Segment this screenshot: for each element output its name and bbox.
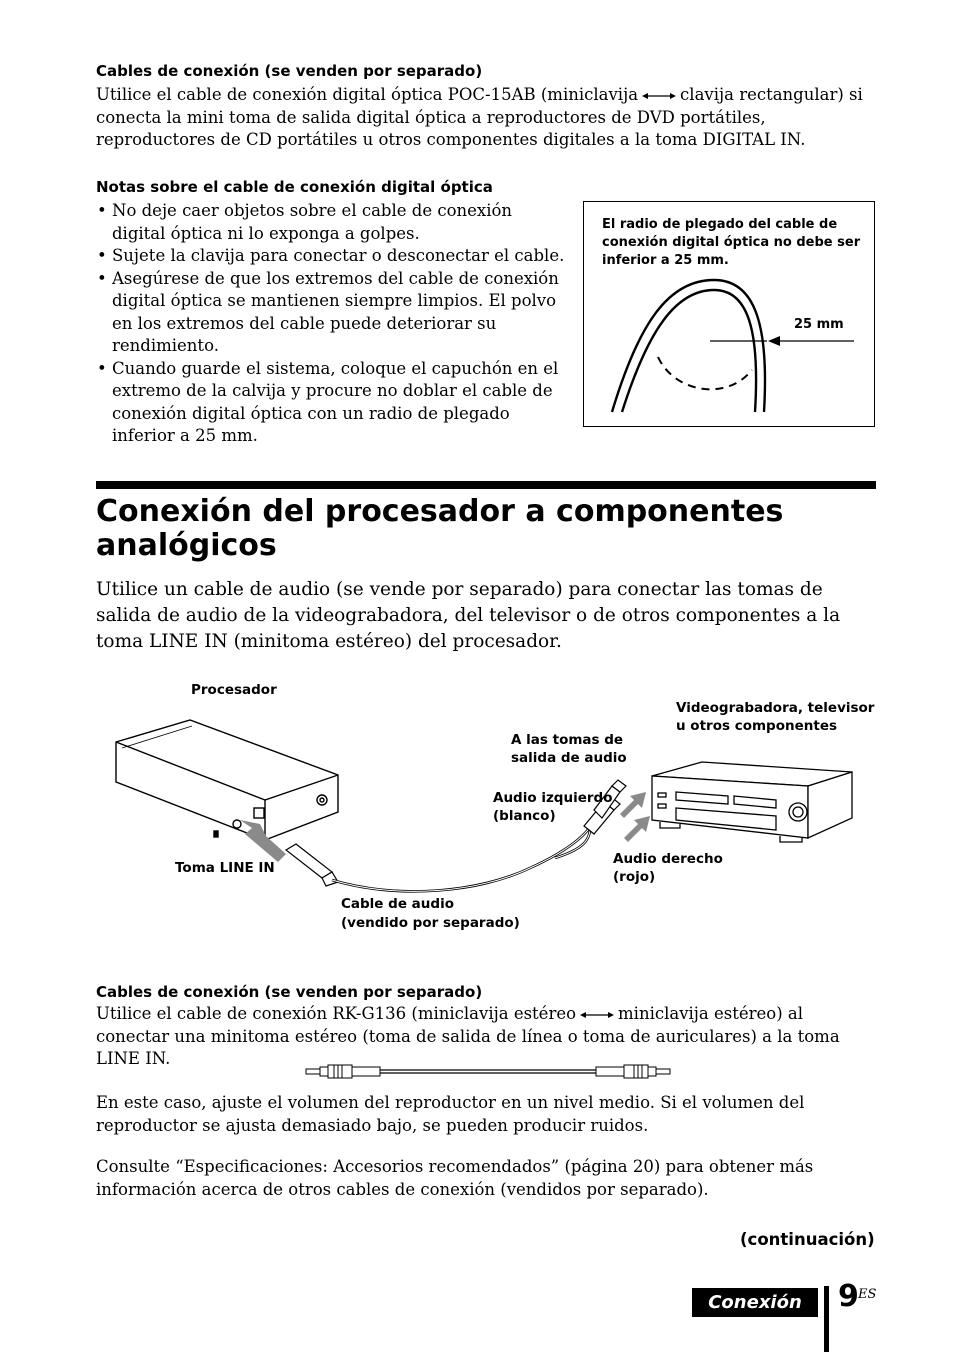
- continuation-note: (continuación): [740, 1230, 875, 1249]
- notes-list-wrap: [96, 200, 568, 448]
- cables-text-1a: Utilice el cable de conexión digital óptica POC-15AB (miniclavija: [96, 85, 639, 104]
- label-outputs-2: salida de audio: [511, 750, 627, 766]
- cables-text-2a: Utilice el cable de conexión RK-G136 (miniclavija estéreo: [96, 1004, 577, 1023]
- bend-cable-illustration: [584, 202, 876, 428]
- bend-radius-box: [583, 201, 875, 427]
- bend-radius-measure: 25 mm: [794, 317, 844, 332]
- bend-radius-caption: El radio de plegado del cable de conexión digital óptica no debe ser inferior a 25 mm.: [602, 217, 861, 268]
- cables-paragraph-2: [96, 1003, 878, 1071]
- page-suffix: ES: [858, 1287, 877, 1302]
- stereo-cable-illustration: [305, 1063, 671, 1081]
- page-number: 9: [838, 1279, 859, 1314]
- output-pointer-arrow-2: [624, 816, 650, 842]
- audio-cable: [332, 810, 598, 891]
- label-audio-right-1: Audio derecho: [613, 851, 723, 867]
- notes-list: [96, 200, 568, 448]
- note-item: • Asegúrese de que los extremos del cable de conexión digital óptica se mantienen siempre limpios. El polvo en los extremos del cable puede deteriorar su rendimiento.: [96, 268, 568, 358]
- label-line-in: Toma LINE IN: [175, 860, 275, 876]
- label-audio-right-2: (rojo): [613, 869, 656, 885]
- page-title: Conexión del procesador a componentes analógicos: [96, 494, 784, 563]
- cables-text-2b: miniclavija estéreo) al conectar una minitoma estéreo (toma de salida de línea o toma de auriculares) a la toma LINE IN.: [96, 1004, 840, 1068]
- output-pointer-arrow: [620, 792, 646, 818]
- mini-plug: [286, 844, 338, 886]
- device-illustration: [652, 762, 852, 842]
- section-tab: Conexión: [692, 1288, 818, 1317]
- label-processor: Procesador: [191, 682, 277, 698]
- cables-text-1b: clavija rectangular) si conecta la mini toma de salida digital óptica a reproductores de DVD portátiles, reproductores de CD portátiles u otros componentes digitales a la toma DIGITAL IN.: [96, 85, 863, 149]
- note-item: • Sujete la clavija para conectar o desconectar el cable.: [96, 245, 568, 268]
- cables-heading-1: Cables de conexión (se venden por separado): [96, 62, 483, 80]
- footer-rule: [824, 1286, 829, 1352]
- intro-paragraph: Utilice un cable de audio (se vende por separado) para conectar las tomas de salida de audio de la videograbadora, del televisor o de otros componentes a la toma LINE IN (minitoma estéreo) del procesador.: [96, 579, 841, 652]
- label-outputs-1: A las tomas de: [511, 732, 624, 748]
- cables-heading-2: Cables de conexión (se venden por separado): [96, 983, 483, 1001]
- note-item: • Cuando guarde el sistema, coloque el capuchón en el extremo de la calvija y procure no doblar el cable de conexión digital óptica con un radio de plegado inferior a 25 mm.: [96, 358, 568, 448]
- double-arrow-icon: [580, 1010, 614, 1020]
- processor-illustration: [116, 720, 338, 840]
- volume-paragraph: En este caso, ajuste el volumen del reproductor en un nivel medio. Si el volumen del reproductor se ajusta demasiado bajo, se pueden producir ruidos.: [96, 1093, 805, 1135]
- title-rule: [96, 481, 876, 489]
- double-arrow-icon: [642, 91, 676, 101]
- label-device-2: u otros componentes: [676, 718, 838, 734]
- label-audio-left-2: (blanco): [493, 808, 556, 824]
- label-cable-note: (vendido por separado): [341, 915, 520, 931]
- note-item: • No deje caer objetos sobre el cable de conexión digital óptica ni lo exponga a golpes.: [96, 200, 568, 245]
- label-cable: Cable de audio: [341, 896, 454, 912]
- label-device-1: Videograbadora, televisor: [676, 700, 875, 716]
- label-audio-left-1: Audio izquierdo: [493, 790, 613, 806]
- reference-paragraph: Consulte “Especificaciones: Accesorios recomendados” (página 20) para obtener más información acerca de otros cables de conexión (vendidos por separado).: [96, 1157, 814, 1199]
- notes-heading: Notas sobre el cable de conexión digital óptica: [96, 178, 493, 196]
- cables-paragraph-1: [96, 84, 866, 152]
